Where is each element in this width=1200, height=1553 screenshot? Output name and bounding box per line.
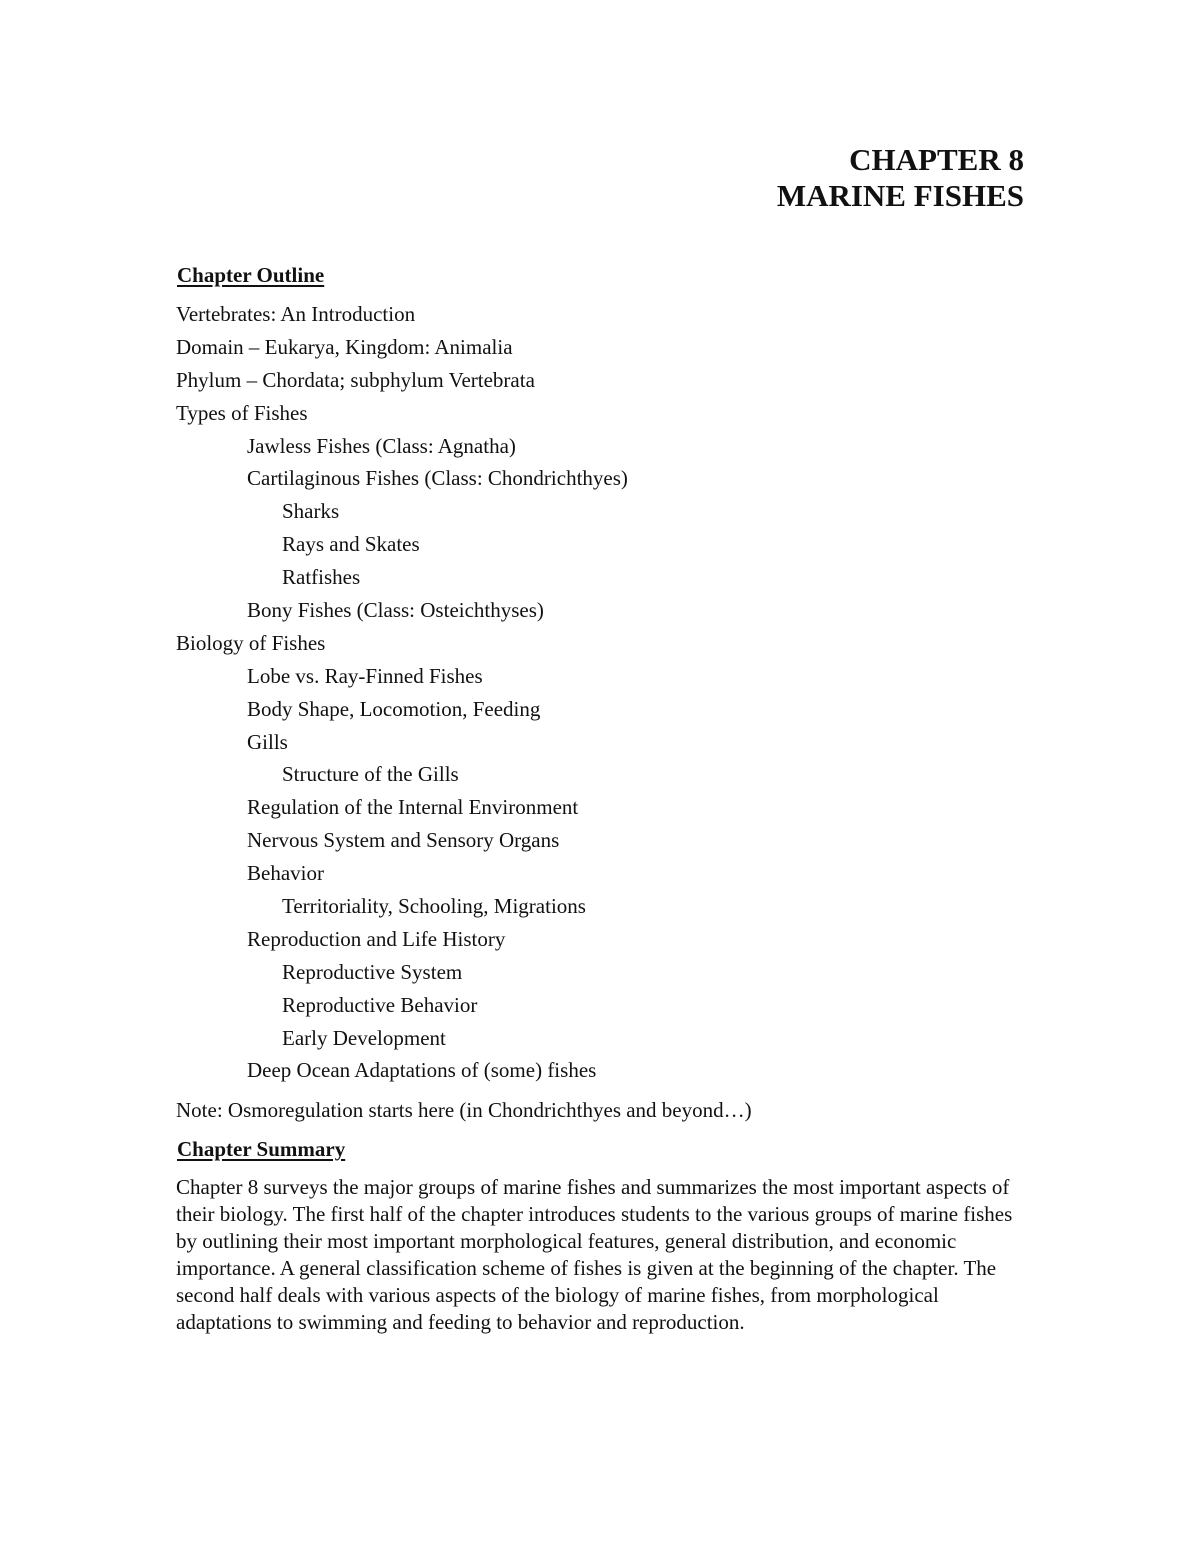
outline-item: Sharks [282,499,340,524]
outline-item: Nervous System and Sensory Organs [247,828,560,853]
outline-heading: Chapter Outline [177,263,325,287]
outline-item: Vertebrates: An Introduction [176,302,416,326]
outline-item: Deep Ocean Adaptations of (some) fishes [247,1058,597,1083]
outline-item: Rays and Skates [282,532,420,557]
outline-item: Reproductive System [282,959,463,984]
outline-item: Territoriality, Schooling, Migrations [282,894,586,919]
outline-item: Early Development [282,1025,446,1050]
outline-item: Body Shape, Locomotion, Feeding [247,696,541,721]
chapter-number: CHAPTER 8 [849,142,1024,177]
outline-item: Phylum – Chordata; subphylum Vertebrata [176,367,535,392]
chapter-heading [777,142,1024,214]
outline-item: Reproduction and Life History [247,926,506,951]
summary-heading: Chapter Summary [177,1137,346,1161]
outline-item: Domain – Eukarya, Kingdom: Animalia [176,334,513,359]
outline-note: Note: Osmoregulation starts here (in Chondrichthyes and beyond…) [176,1098,752,1122]
outline-item: Biology of Fishes [176,630,326,655]
outline-item: Regulation of the Internal Environment [247,795,579,820]
summary-paragraph: Chapter 8 surveys the major groups of marine fishes and summarizes the most important aspects of their biology. The first half of the chapter introduces students to the various groups of marine fishes by outlining their most important morphological features, general distribution, and economic importance. A general classification scheme of fishes is given at the beginning of the chapter. The second half deals with various aspects of the biology of marine fishes, from morphological adaptations to swimming and feeding to behavior and reproduction. [176,1175,1013,1334]
outline-item: Bony Fishes (Class: Osteichthyses) [247,598,544,623]
outline-item: Ratfishes [282,565,361,590]
chapter-outline-list [176,298,628,1087]
outline-item: Jawless Fishes (Class: Agnatha) [247,433,516,458]
outline-item: Cartilaginous Fishes (Class: Chondrichthyes) [247,466,628,491]
outline-item: Lobe vs. Ray-Finned Fishes [247,663,483,688]
chapter-title: MARINE FISHES [776,178,1024,213]
outline-item: Types of Fishes [176,400,308,425]
outline-item: Gills [247,729,288,754]
outline-item: Behavior [247,861,324,886]
outline-item: Structure of the Gills [282,762,459,787]
outline-item: Reproductive Behavior [282,992,478,1017]
